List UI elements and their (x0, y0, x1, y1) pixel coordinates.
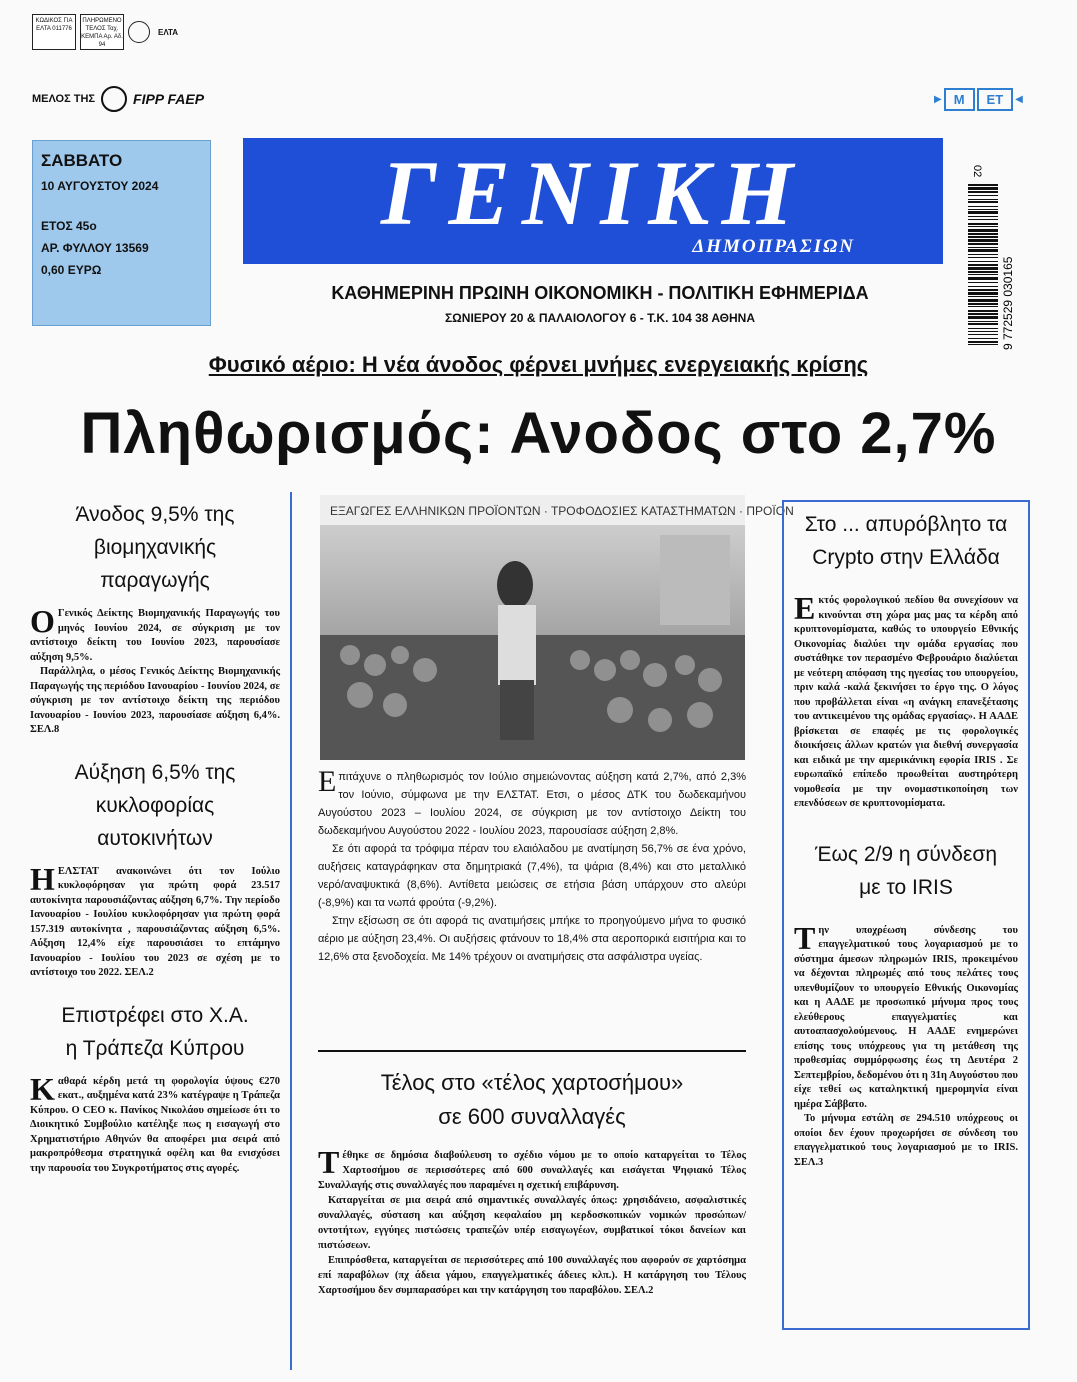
day: ΣΑΒΒΑΤΟ (41, 151, 123, 170)
barcode-bar (968, 277, 998, 280)
barcode-bar (968, 254, 998, 255)
elta-label: ΕΛΤΑ (158, 27, 179, 37)
article-paragraph: Παράλληλα, ο μέσος Γενικός Δείκτης Βιομηχανικής Παραγωγής της περιόδου Ιανουαρίου - Ιουνίου 2024, σε σύγκριση με τον αντίστοιχο δείκτη της περιόδου Ιανουαρίου - Ιουνίου 2023, παρουσίασε αύξηση 6,4%. ΣΕΛ.8 (30, 666, 280, 735)
address: ΣΩΝΙΕΡΟΥ 20 & ΠΑΛΑΙΟΛΟΓΟΥ 6 - Τ.Κ. 104 38 ΑΘΗΝΑ (444, 311, 756, 325)
article-title: Αύξηση 6,5% της κυκλοφορίας αυτοκινήτων (74, 760, 236, 850)
newspaper-subtitle: ΔΗΜΟΠΡΑΣΙΩΝ (692, 236, 855, 257)
date: 10 ΑΥΓΟΥΣΤΟΥ 2024 (41, 179, 159, 193)
barcode (966, 140, 1022, 350)
barcode-bar (968, 310, 998, 312)
barcode-bar (968, 206, 998, 207)
barcode-bar (968, 328, 998, 329)
barcode-bar (968, 316, 998, 319)
barcode-bar (968, 286, 998, 287)
barcode-bar (968, 267, 998, 270)
membership (32, 86, 204, 112)
year: ΕΤΟΣ 45ο (41, 219, 97, 233)
drop-cap: Τ (318, 1144, 340, 1180)
barcode-bar (968, 219, 998, 220)
article-paragraph: Γενικός Δείκτης Βιομηχανικής Παραγωγής του μηνός Ιουνίου 2024, σε σύγκριση με τον αντίστοιχο δείκτη του Ιουνίου 2023, παρουσίασε αύξηση 9,5%. (30, 608, 280, 663)
article-paragraph: Στην εξίσωση σε ότι αφορά τις ανατιμήσεις μπήκε το προηγούμενο μήνα το φυσικό αέριο με αύξηση 23,4%. Οι αυξήσεις φτάνουν το 18,4% στα αεροπορικά εισιτήρια και το 12,6% στα ξενοδοχεία. Με 14% τρέχουν οι ανατιμήσεις στα ασφάλιστρα υγείας. (318, 915, 746, 963)
drop-cap: Η (30, 860, 55, 897)
article-industrial-production (30, 492, 280, 738)
barcode-bar (968, 223, 998, 225)
barcode-bar (968, 233, 998, 235)
elta-logo-icon (128, 21, 150, 43)
barcode-code: 02 (971, 165, 983, 178)
barcode-bar (968, 201, 998, 203)
photo-illustration (320, 495, 794, 760)
barcode-bar (968, 331, 998, 332)
barcode-bar (968, 341, 998, 343)
postal-info (32, 14, 178, 50)
barcode-bar (968, 292, 998, 295)
barcode-bar (968, 334, 998, 335)
newspaper-title: ΓΕΝΙΚΗ (380, 142, 806, 244)
member-label: ΜΕΛΟΣ ΤΗΣ (32, 93, 96, 105)
postage-paid-box: ΠΛΗΡΩΜΕΝΟ ΤΕΛΟΣ Ταχ. ΚΕΜΠΑ Αρ. Αδ. 94 (80, 14, 124, 50)
barcode-bar (968, 274, 998, 275)
article-car-circulation (30, 756, 280, 981)
barcode-bar (968, 261, 998, 262)
barcode-bar (968, 243, 998, 245)
date-box (32, 140, 211, 326)
article-title: Στο ... απυρόβλητο τα Crypto στην Ελλάδα (804, 513, 1008, 569)
barcode-bar (968, 184, 998, 186)
barcode-bar (968, 299, 998, 302)
main-headline: Πληθωρισμός: Ανοδος στο 2,7% (80, 401, 997, 466)
article-paragraph: Σε ότι αφορά τα τρόφιμα πέραν του ελαιόλαδου με ανατίμηση 56,7% σε ένα χρόνο, αυξήσεις καταγράφηκαν στα δημητριακά (7,4%), τα ψάρια (8,4%) και στο μεταλλικό νερό/αναψυκτικά (8,6%). Αντίθετα μειώσεις σε ετήσια βάση υπάρχουν στο αλεύρι (-8,9%) και τα νωπά φρούτα (-9,2%). (318, 843, 746, 909)
issue-number: ΑΡ. ΦΥΛΛΟΥ 13569 (41, 241, 149, 255)
barcode-bar (968, 323, 998, 325)
met-m: M (944, 88, 975, 111)
article-paragraph: Επιπρόσθετα, καταργείται σε περισσότερες από 100 συναλλαγές που αφορούν σε χαρτόσημα επί παραβόλων (πχ άδεια γάμου, επαγγελματικές άδειες κλπ.). Η κατάργηση του Τέλους Χαρτοσήμου δεν συμπαρασύρει και την κατάργηση του παραβόλου. ΣΕΛ.2 (318, 1255, 746, 1296)
member-logo-icon (101, 86, 127, 112)
drop-cap: Ο (30, 603, 55, 639)
barcode-bar (968, 199, 998, 200)
article-iris (794, 838, 1018, 1171)
article-paragraph: έθηκε σε δημόσια διαβούλευση το σχέδιο νόμου με το οποίο καταργείται το Τέλος Χαρτοσήμου σε περισσότερες από 600 συναλλαγές και εισάγεται Ψηφιακό Τέλος Συναλλαγής στις συναλλαγές που παραμένει η σχετική επιβάρυνση. (318, 1150, 746, 1191)
drop-cap: Ε (318, 765, 337, 798)
article-paragraph: αθαρά κέρδη μετά τη φορολογία ύψους €270 εκατ., αυξημένα κατά 23% κατέγραψε η Τράπεζα Κύπρου. Ο CEO κ. Πανίκος Νικολάου σημείωσε ότι το Διοικητικό Συμβούλιο κατέληξε πως η εισαγωγή στο Χρηματιστήριο Αθηνών θα αποφέρει μια σειρά από μακροπρόθεσμα στρατηγικά οφέλη και θα ενισχύσει την παρουσία του Συγκροτήματος στις αγορές. (30, 1075, 280, 1174)
article-title: Τέλος στο «τέλος χαρτοσήμου» σε 600 συναλλαγές (380, 1070, 684, 1129)
barcode-bar (968, 216, 998, 217)
article-paragraph: ΕΛΣΤΑΤ ανακοινώνει ότι τον Ιούλιο κυκλοφόρησαν για πρώτη φορά 23.517 αυτοκίνητα παρουσιάζοντας αύξηση 6,7%. Την περίοδο Ιανουαρίου - Ιουλίου κυκλοφόρησαν για πρώτη φορά 157.319 αυτοκίνητα , παρουσιάζοντας αύξηση 6,5%. Αύξηση 12,4% είχε παρουσιάσει το επτάμηνο Ιανουαρίου - Ιουλίου του 2023 σε σχέση με το αντίστοιχο του 2022. ΣΕΛ.2 (30, 865, 280, 978)
drop-cap: Ε (794, 590, 816, 626)
barcode-bar (968, 226, 998, 227)
postal-code-box: ΚΩΔΙΚΟΣ ΓΙΑ ΕΛΤΑ 011776 (32, 14, 76, 50)
article-crypto (794, 508, 1018, 812)
barcode-bar (968, 264, 998, 266)
masthead (243, 138, 943, 264)
barcode-bar (968, 321, 998, 322)
article-paragraph: ην υποχρέωση σύνδεσης του επαγγελματικού τους λογαριασμού με το σύστημα άμεσων πληρωμών IRIS, προκειμένου να δέχονται πληρωμές από τους πελάτες τους υπενθυμίζουν το υπουργείο Εθνικής Οικονομίας και η ΑΑΔΕ με προσωπικό μήνυμα προς τους ελεύθερους επαγγελματίες και αυτοαπασχολούμενους. Η ΑΑΔΕ ενημερώνει επίσης τους υπόχρεους για τη μετάθεση της προθεσμίας συμμόρφωσης έως τη Δευτέρα 2 Σεπτεμβρίου, δεδομένου ότι η 31η Αυγούστου που είχε τεθεί ως καταληκτική ημερομηνία είναι ημέρα Σάββατο. (794, 924, 1018, 1110)
article-paragraph: πιτάχυνε ο πληθωρισμός τον Ιούλιο σημειώνοντας αύξηση κατά 2,7%, από 2,3% τον Ιούνιο, σύμφωνα με την ΕΛΣΤΑΤ. Ετσι, ο μέσος ΔΤΚ του δωδεκαμήνου Αυγούστου 2023 – Ιουλίου 2024, σε σύγκριση με τον αντίστοιχο Δείκτη του δωδεκαμήνου Αυγούστου 2022 - Ιουλίου 2023, παρουσίασε αύξηση 2,8%. (318, 771, 746, 837)
article-stamp-duty (318, 1050, 746, 1298)
kicker-headline: Φυσικό αέριο: Η νέα άνοδος φέρνει μνήμες ενεργειακής κρίσης (208, 352, 869, 377)
barcode-bar (968, 289, 998, 291)
barcode-bar (968, 257, 998, 258)
barcode-digits: 9 772529 030165 (1001, 256, 1015, 350)
price: 0,60 ΕΥΡΩ (41, 263, 102, 277)
met-badge (934, 88, 1023, 111)
drop-cap: Τ (794, 919, 816, 956)
arrow-left-icon: ◀ (1015, 94, 1023, 105)
article-title: Έως 2/9 η σύνδεση με το IRIS (815, 842, 997, 899)
article-bank-of-cyprus (30, 999, 280, 1177)
right-column (782, 500, 1030, 1330)
member-org: FIPP FAEP (133, 91, 205, 107)
article-paragraph: Καταργείται σε μια σειρά από σημαντικές συναλλαγές όπως: χρησιδάνειο, ασφαλιστικές συναλλαγές, σύσταση και αύξηση κεφαλαίου μη κερδοσκοπικών νομικών προσώπων/οντοτήτων, εγγύηες πιστώσεις τραπεζών υπέρ εισαγωγέων, συμβατικοί τόκοι δανείων και πιστώσεων. (318, 1195, 746, 1251)
photo-sign: ΕΞΑΓΩΓΕΣ ΕΛΛΗΝΙΚΩΝ ΠΡΟΪΟΝΤΩΝ · ΤΡΟΦΟΔΟΣΙΕΣ ΚΑΤΑΣΤΗΜΑΤΩΝ · ΠΡΟΪΟΝ (330, 504, 794, 518)
barcode-bar (968, 187, 998, 190)
barcode-bar (968, 282, 998, 283)
barcode-bar (968, 249, 998, 252)
barcode-bar (968, 344, 998, 345)
barcode-bar (968, 211, 998, 214)
article-paragraph: Το μήνυμα εστάλη σε 294.510 υπόχρεους οι οποίοι δεν έχουν προχωρήσει σε σύνδεση του επαγγελματικού τους λογαριασμού με το IRIS. ΣΕΛ.3 (794, 1113, 1018, 1168)
market-photo (320, 495, 794, 760)
article-title: Επιστρέφει στο Χ.Α. η Τράπεζα Κύπρου (61, 1003, 249, 1060)
article-paragraph: κτός φορολογικού πεδίου θα συνεχίσουν να κινούνται στη χώρα μας μας τα κέρδη από κρυπτονομίσματα, καθώς το υπουργείο Εθνικής Οικονομίας διαλύει την ομάδα εργασίας που συστάθηκε τον περασμένο Φεβρουάριο διαλύεται με νεότερη απόφαση της ηγεσίας του υπουργείου, πριν καλά -καλά ξεκινήσει το έργο της. Ο λόγος που προβάλλεται είναι «η ανάγκη επανεξέτασης του αντικειμένου της ομάδας εργασίας». Η ΑΑΔΕ βρίσκεται σε επαφές με τις φορολογικές διοικήσεις άλλων κρατών για διεθνή συνεργασία και ειδικά με την αμερικάνικη εφορία IRIS . Σε ευρωπαϊκό επίπεδο προωθείται αυστηρότερη νομοθεσία με την ονομαστικοποίηση των επενδύσεων σε κρυπτονομίσματα. (794, 595, 1018, 809)
tagline: ΚΑΘΗΜΕΡΙΝΗ ΠΡΩΙΝΗ ΟΙΚΟΝΟΜΙΚΗ - ΠΟΛΙΤΙΚΗ ΕΦΗΜΕΡΙΔΑ (331, 283, 869, 303)
barcode-bar (968, 209, 998, 210)
barcode-bar (968, 247, 998, 248)
met-et: ET (977, 88, 1014, 111)
barcode-bar (968, 271, 998, 273)
left-column (30, 492, 292, 1370)
barcode-bar (968, 239, 998, 242)
main-article (318, 765, 746, 966)
barcode-bar (968, 195, 998, 196)
barcode-bar (968, 338, 998, 339)
arrow-right-icon: ▶ (934, 94, 942, 105)
article-title: Άνοδος 9,5% της βιομηχανικής παραγωγής (75, 503, 235, 592)
barcode-bar (968, 236, 998, 238)
barcode-bar (968, 303, 998, 305)
barcode-bar (968, 229, 998, 232)
drop-cap: Κ (30, 1070, 55, 1107)
barcode-bar (968, 296, 998, 297)
barcode-bar (968, 306, 998, 307)
barcode-bar (968, 313, 998, 315)
barcode-bar (968, 191, 998, 193)
